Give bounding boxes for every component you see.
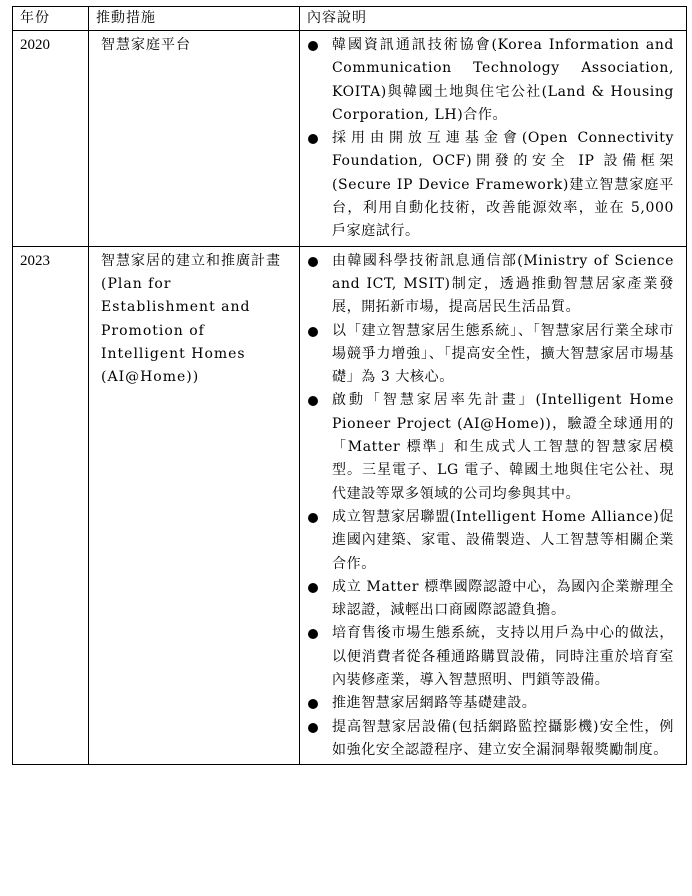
bullet-item (304, 389, 674, 505)
bullet-item (304, 506, 674, 576)
measure-cell: 智慧家庭平台 (89, 31, 300, 247)
bullet-text: 推進智慧家居網路等基礎建設。 (332, 695, 537, 712)
bullet-text: 成立 Matter 標準國際認證中心，為國內企業辦理全球認證，減輕出口商國際認證負擔。 (332, 578, 674, 619)
description-cell (300, 31, 687, 247)
measure-cell: 智慧家居的建立和推廣計畫(Plan for Establishment and Promotion of Intelligent Homes (AI@Home)) (89, 246, 300, 765)
bullet-text: 提高智慧家居設備(包括網路監控攝影機)安全性，例如強化安全認證程序、建立安全漏洞舉報獎勵制度。 (332, 718, 674, 758)
year-cell: 2020 (13, 31, 89, 247)
bullet-text: 採用由開放互連基金會(Open Connectivity Foundation, OCF)開發的安全 IP 設備框架(Secure IP Device Framework)建立智慧家庭平台，利用自動化技術，改善能源效率，並在 5,000 戶家庭試行。 (332, 130, 674, 240)
bullet-item (304, 716, 674, 763)
header-year: 年份 (13, 7, 89, 31)
header-description: 內容說明 (300, 7, 687, 31)
bullet-icon (308, 134, 318, 144)
year-cell: 2023 (13, 246, 89, 765)
table-row-2020 (13, 31, 687, 247)
bullet-list (304, 34, 674, 244)
table-row-2023 (13, 246, 687, 765)
bullet-icon (308, 41, 318, 51)
bullet-list (304, 250, 674, 763)
bullet-icon (308, 257, 318, 267)
bullet-item (304, 576, 674, 623)
header-row (13, 7, 687, 31)
bullet-item (304, 127, 674, 243)
bullet-text: 由韓國科學技術訊息通信部(Ministry of Science and ICT, MSIT)制定，透過推動智慧居家產業發展，開拓新市場，提高居民生活品質。 (332, 252, 674, 316)
policy-table (12, 6, 687, 765)
bullet-icon (308, 396, 318, 406)
description-cell (300, 246, 687, 765)
header-measure: 推動措施 (89, 7, 300, 31)
bullet-item (304, 250, 674, 320)
bullet-text: 成立智慧家居聯盟(Intelligent Home Alliance)促進國內建築、家電、設備製造、人工智慧等相關企業合作。 (332, 508, 674, 572)
bullet-icon (308, 327, 318, 337)
bullet-text: 韓國資訊通訊技術協會(Korea Information and Communication Technology Association, KOITA)與韓國土地與住宅公社(Land & Housing Corporation, LH)合作。 (332, 37, 674, 123)
bullet-text: 培育售後市場生態系統，支持以用戶為中心的做法，以便消費者從各種通路購買設備，同時注重於培育室內裝修產業，導入智慧照明、門鎖等設備。 (332, 625, 674, 689)
bullet-icon (308, 629, 318, 639)
bullet-icon (308, 723, 318, 733)
bullet-text: 啟動「智慧家居率先計畫」(Intelligent Home Pioneer Project (AI@Home))，驗證全球通用的「Matter 標準」和生成式人工智慧的智慧家居模型。三星電子、LG 電子、韓國土地與住宅公社、現代建設等眾多領域的公司均參與其中。 (332, 392, 674, 502)
bullet-item (304, 622, 674, 692)
bullet-text: 以「建立智慧家居生態系統」、「智慧家居行業全球市場競爭力增強」、「提高安全性，擴大智慧家居市場基礎」為 3 大核心。 (332, 322, 674, 386)
bullet-icon (308, 583, 318, 593)
bullet-item (304, 692, 674, 715)
bullet-item (304, 34, 674, 127)
bullet-icon (308, 699, 318, 709)
bullet-icon (308, 513, 318, 523)
bullet-item (304, 320, 674, 390)
